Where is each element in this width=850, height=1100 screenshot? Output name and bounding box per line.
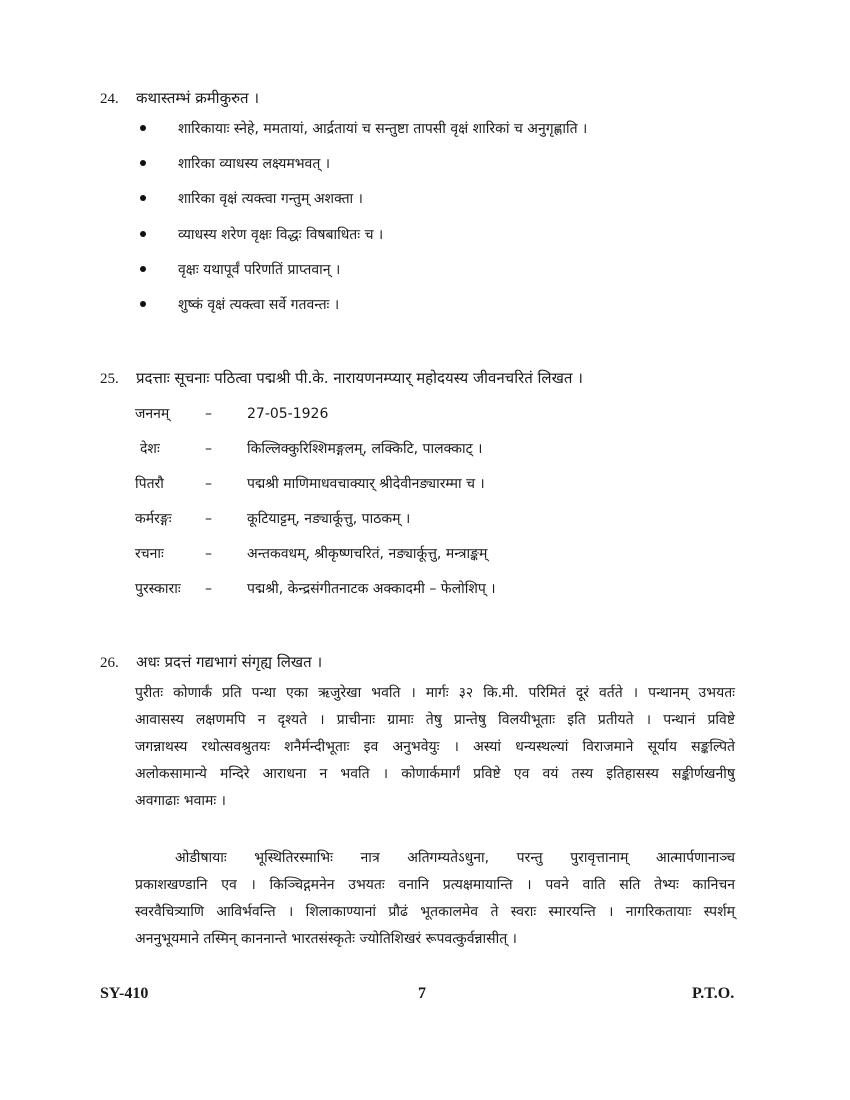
info-value: पद्मश्री, केन्द्रसंगीतनाटक अक्कादमी – फेलोशिप् । bbox=[247, 581, 496, 597]
info-value: पद्मश्री माणिमाधवचाक्यार् श्रीदेवीनङ्यारम्मा च । bbox=[247, 476, 485, 492]
info-dash: – bbox=[205, 581, 212, 597]
passage-paragraph-2 bbox=[135, 845, 735, 953]
bullet-icon bbox=[140, 160, 146, 166]
passage-paragraph-1 bbox=[135, 680, 735, 815]
page-number: 7 bbox=[418, 985, 426, 1002]
passage-line: जगन्नाथस्य रथोत्सवश्रुतयः शनैर्मन्दीभूताः इव अनुभवेयुः । अस्यां धन्यस्थल्यां विराजमाने सूर्याय सङ्कल्पिते bbox=[135, 739, 735, 755]
question-24-heading bbox=[100, 88, 259, 108]
info-value: किल्लिक्कुरिश्शिमङ्गलम्, लक्किटि, पालक्काट् । bbox=[247, 441, 483, 457]
passage-line: प्रकाशखण्डानि एव । किञ्चिद्गमनेन उभयतः वनानि प्रत्यक्षमायान्ति । पवने वाति सति तेभ्यः कानिचन bbox=[135, 877, 735, 893]
bullet-icon bbox=[140, 231, 146, 237]
question-25-number: 25. bbox=[100, 371, 119, 387]
passage-line: स्वरवैचित्र्याणि आविर्भवन्ति । शिलाकाण्यानां प्रौढं भूतकालमेव ते स्वराः स्मारयन्ति । नागरिकतायाः स्पर्शम् bbox=[135, 904, 735, 920]
info-dash: – bbox=[205, 476, 212, 492]
info-label: जननम् bbox=[135, 406, 170, 422]
passage-line: आवासस्य लक्षणमपि न दृश्यते । प्राचीनाः ग्रामाः तेषु प्रान्तेषु विलयीभूताः इति प्रतीयते । पन्थानं प्रविष्टे bbox=[135, 712, 735, 728]
passage-line: ओडीषायाः भूस्थितिरस्माभिः नात्र अतिगम्यतेऽधुना, परन्तु पुरावृत्तानाम् आत्मार्पणानाञ्च bbox=[175, 850, 735, 866]
question-26-number: 26. bbox=[100, 655, 119, 671]
list-item-text: शारिकायाः स्नेहे, ममतायां, आर्द्रतायां च सन्तुष्टा तापसी वृक्षं शारिकां च अनुगृह्णाति । bbox=[178, 121, 588, 137]
question-26-heading bbox=[100, 652, 322, 672]
bullet-icon bbox=[140, 266, 146, 272]
info-label: रचनाः bbox=[135, 546, 164, 562]
passage-line: अलोकसामान्ये मन्दिरे आराधना न भवति । कोणार्कमार्गं प्रविष्टे एव वयं तस्य इतिहासस्य सङ्कीर्णखनीषु bbox=[135, 766, 735, 782]
info-label: देशः bbox=[140, 441, 160, 457]
info-value: कूटियाट्टम्, नङ्यार्कूत्तु, पाठकम् । bbox=[247, 511, 411, 527]
list-item-text: शारिका वृक्षं त्यक्त्वा गन्तुम् अशक्ता । bbox=[178, 191, 363, 207]
info-value: अन्तकवधम्, श्रीकृष्णचरितं, नङ्यार्कूत्तु, मन्त्राङ्कम् bbox=[247, 546, 488, 562]
info-label: पितरौ bbox=[135, 476, 164, 492]
passage-line: पुरीतः कोणार्कं प्रति पन्था एका ऋजुरेखा भवति । मार्गः ३२ कि.मी. परिमितं दूरं वर्तते । पन्थानम् उभयतः bbox=[135, 685, 735, 701]
list-item-text: वृक्षः यथापूर्वं परिणतिं प्राप्तवान् । bbox=[178, 262, 341, 278]
info-value: 27-05-1926 bbox=[247, 406, 329, 422]
passage-line: अननुभूयमाने तस्मिन् काननान्ते भारतसंस्कृतेः ज्योतिशिखरं रूपवत्कुर्वन्नासीत् । bbox=[135, 931, 517, 947]
paper-code: SY-410 bbox=[100, 985, 149, 1002]
info-dash: – bbox=[205, 546, 212, 562]
question-24-prompt: कथास्तम्भं क्रमीकुरुत । bbox=[136, 89, 260, 107]
question-25-prompt: प्रदत्ताः सूचनाः पठित्वा पद्मश्री पी.के. नारायणनम्प्यार् महोदयस्य जीवनचरितं लिखत । bbox=[136, 369, 583, 387]
list-item-text: शारिका व्याधस्य लक्ष्यमभवत् । bbox=[178, 156, 331, 172]
bullet-icon bbox=[140, 301, 146, 307]
passage-line: अवगाढाः भवामः । bbox=[135, 793, 226, 809]
info-dash: – bbox=[205, 441, 212, 457]
info-label: कर्मरङ्गः bbox=[135, 511, 172, 527]
question-25-heading bbox=[100, 368, 583, 388]
bullet-icon bbox=[140, 195, 146, 201]
pto-label: P.T.O. bbox=[692, 985, 735, 1002]
list-item-text: व्याधस्य शरेण वृक्षः विद्धः विषबाधितः च । bbox=[178, 227, 384, 243]
question-24-number: 24. bbox=[100, 91, 119, 107]
question-26-prompt: अधः प्रदत्तं गद्यभागं संगृह्य लिखत । bbox=[136, 653, 323, 671]
list-item-text: शुष्कं वृक्षं त्यक्त्वा सर्वे गतवन्तः । bbox=[178, 297, 340, 313]
bullet-icon bbox=[140, 125, 146, 131]
info-dash: – bbox=[205, 406, 212, 422]
info-label: पुरस्काराः bbox=[135, 581, 181, 597]
info-dash: – bbox=[205, 511, 212, 527]
